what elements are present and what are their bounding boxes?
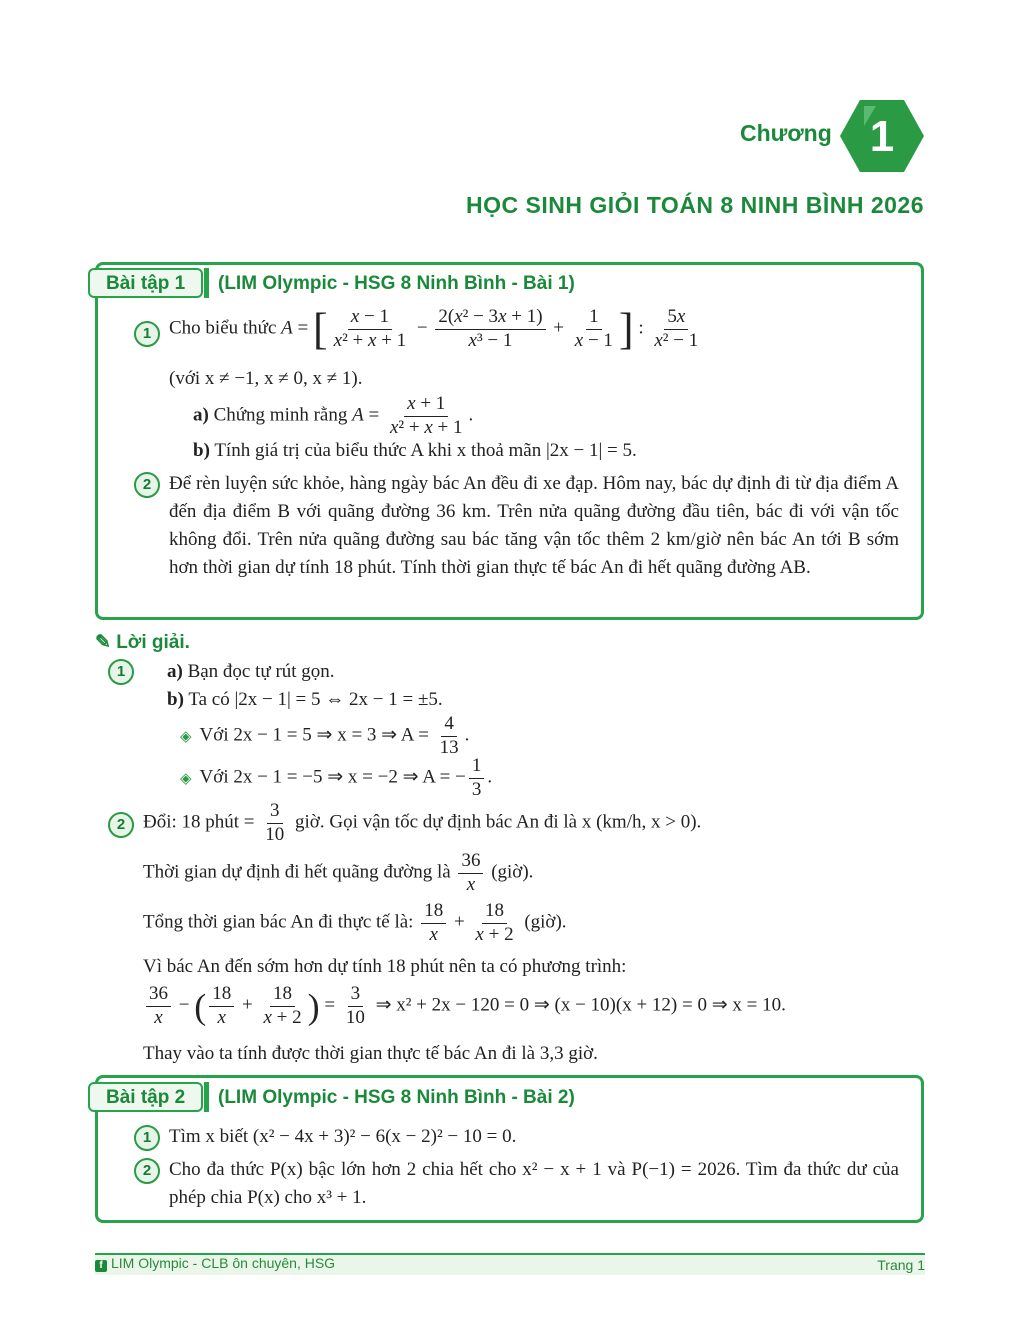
exercise-1-tab: Bài tập 1 bbox=[88, 268, 203, 298]
chapter-label: Chương bbox=[740, 120, 832, 146]
s1b-case-1: ◈ Với 2x − 1 = 5 ⇒ x = 3 ⇒ A = $\frac{4}{13}$ . bbox=[180, 713, 470, 758]
q1b-label: b) bbox=[193, 440, 210, 461]
footer-left: f LIM Olympic - CLB ôn chuyên, HSG bbox=[95, 1255, 335, 1272]
s2-line-1: Thời gian dự định đi hết quãng đường là $\frac{36}{x}$ (giờ). bbox=[143, 850, 534, 895]
chapter-number: 1 bbox=[869, 112, 895, 161]
q1a-label: a) bbox=[193, 404, 209, 426]
s2-line-3: Vì bác An đến sớm hơn dự tính 18 phút nên ta có phương trình: bbox=[143, 956, 627, 977]
diamond-bullet-icon: ◈ bbox=[180, 728, 192, 745]
page-number: Trang 1 bbox=[877, 1257, 925, 1273]
s1b: b) Ta có |2x − 1| = 5 ⇔ 2x − 1 = ±5. bbox=[167, 689, 443, 710]
ex2-question-1-number: 1 bbox=[134, 1125, 160, 1151]
q1-condition: (với x ≠ −1, x ≠ 0, x ≠ 1). bbox=[169, 368, 363, 389]
solution-label bbox=[95, 631, 190, 654]
q1-intro: Cho biểu thức bbox=[169, 317, 277, 339]
expression-A: Cho biểu thức A = [ $\frac{x - 1}{\text{x² + x + 1}}$ − $\frac{\text{2(x² − 3x + 1)}}{\text{x³ − 1}}$ + $\frac{1}{x - 1}$ ] : $\frac{5x}{\text{x² − 1}}$ bbox=[169, 304, 699, 354]
q1b-text: Tính giá trị của biểu thức A khi x thoả mãn |2x − 1| = 5. bbox=[214, 440, 637, 461]
s2-convert: Đổi: 18 phút = $\frac{3}{10}$ giờ. Gọi vận tốc dự định bác An đi là x (km/h, x > 0). bbox=[143, 800, 702, 845]
q1b bbox=[193, 440, 637, 462]
chapter-badge bbox=[838, 96, 926, 176]
diamond-bullet-icon: ◈ bbox=[180, 770, 192, 787]
ex2-q2-text: Cho đa thức P(x) bậc lớn hơn 2 chia hết cho x² − x + 1 và P(−1) = 2026. Tìm đa thức dư của phép chia P(x) cho x³ + 1. bbox=[169, 1159, 899, 1208]
q1a: a) Chứng minh rằng A = $\frac{x + 1}{\text{x² + x + 1}}$ . bbox=[193, 393, 474, 438]
s2-equation: $\frac{36}{x}$ − ( $\frac{18}{x}$ + $\frac{18}{x + 2}$ ) = $\frac{3}{10}$ ⇒ x² + 2x − 120 = 0 ⇒ (x − 10)(x + 12) = 0 ⇒ x = 10. bbox=[143, 983, 786, 1030]
exercise-2-tab-bar bbox=[204, 1082, 209, 1112]
exercise-1-source: (LIM Olympic - HSG 8 Ninh Bình - Bài 1) bbox=[218, 273, 575, 294]
exercise-2-source: (LIM Olympic - HSG 8 Ninh Bình - Bài 2) bbox=[218, 1087, 575, 1108]
page-title: HỌC SINH GIỎI TOÁN 8 NINH BÌNH 2026 bbox=[466, 192, 924, 218]
question-1-number: 1 bbox=[134, 321, 160, 347]
question-2-number: 2 bbox=[134, 472, 160, 498]
exercise-1-tab-bar bbox=[204, 268, 209, 298]
q2-text: Để rèn luyện sức khỏe, hàng ngày bác An đều đi xe đạp. Hôm nay, bác dự định đi từ địa điểm A đến địa điểm B với quãng đường 36 km. Trên nửa quãng đường đầu tiên, bác đi với vận tốc không đổi. Trên nửa quãng đường sau bác tăng vận tốc thêm 2 km/giờ nên bác An tới B sớm hơn thời gian dự tính 18 phút. Tính thời gian thực tế bác An đi hết quãng đường AB. bbox=[169, 473, 899, 578]
s1b-case-2: ◈ Với 2x − 1 = −5 ⇒ x = −2 ⇒ A = − $\frac{1}{3}$ . bbox=[180, 755, 493, 800]
facebook-icon: f bbox=[95, 1260, 107, 1272]
s2-line-2: Tổng thời gian bác An đi thực tế là: $\frac{18}{x}$ + $\frac{18}{x + 2}$ (giờ). bbox=[143, 900, 567, 945]
solution-2-number: 2 bbox=[108, 812, 134, 838]
s2-final: Thay vào ta tính được thời gian thực tế bác An đi là 3,3 giờ. bbox=[143, 1043, 598, 1064]
solution-label-text: Lời giải. bbox=[116, 632, 190, 653]
pencil-icon: ✎ bbox=[95, 632, 111, 653]
q1a-text: Chứng minh rằng bbox=[213, 404, 348, 426]
ex2-question-2-number: 2 bbox=[134, 1158, 160, 1184]
s1a: a) Bạn đọc tự rút gọn. bbox=[167, 661, 335, 682]
ex2-q1-text: Tìm x biết (x² − 4x + 3)² − 6(x − 2)² − 10 = 0. bbox=[169, 1126, 517, 1147]
exercise-2-tab: Bài tập 2 bbox=[88, 1082, 203, 1112]
solution-1-number: 1 bbox=[108, 659, 134, 685]
